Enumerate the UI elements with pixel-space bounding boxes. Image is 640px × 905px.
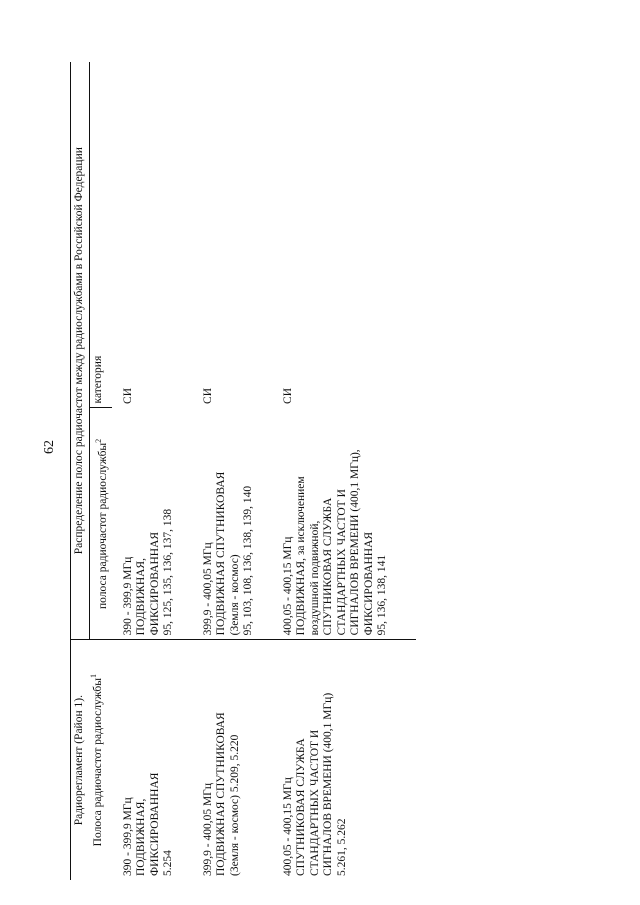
cell-line: ФИКСИРОВАННАЯ — [148, 531, 161, 636]
header-rf-allocation: Распределение полос радиочастот между радиослужбами в Российской Федерации — [71, 62, 90, 640]
cell-line: ФИКСИРОВАННАЯ — [362, 531, 375, 636]
cell-mid — [202, 408, 282, 640]
cell-line: ПОДВИЖНАЯ СПУТНИКОВАЯ — [215, 712, 228, 876]
cell-line: СТАНДАРТНЫХ ЧАСТОТ И — [335, 489, 348, 636]
cell-line: воздушной подвижной, — [308, 520, 321, 636]
cell-line: (Земля - космос) — [228, 554, 241, 636]
cell-left — [282, 640, 416, 880]
header-left-line2 — [87, 644, 105, 876]
cell-left — [112, 640, 202, 880]
cell-line: 390 - 399,9 МГц — [121, 556, 134, 636]
footnote-1-marker: 1 — [88, 674, 98, 679]
cell-line: ПОДВИЖНАЯ, — [135, 558, 148, 636]
page-number: 62 — [42, 440, 57, 454]
cell-line: ПОДВИЖНАЯ, — [135, 798, 148, 876]
table-row — [112, 62, 202, 880]
cell-line: 95, 125, 135, 136, 137, 138 — [162, 508, 175, 636]
cell-category: СИ — [281, 387, 294, 404]
header-left-line2-text: Полоса радиочастот радиослужбы — [91, 678, 104, 847]
header-left-line1: Радиорегламент (Район 1). — [73, 695, 85, 826]
cell-line: 5.261, 5.262 — [335, 818, 348, 876]
cell-line: 390 - 399,9 МГц — [121, 797, 134, 876]
cell-line: 399,9 - 400,05 МГц — [201, 542, 214, 636]
footnote-2-marker: 2 — [93, 438, 103, 443]
cell-category: СИ — [201, 387, 214, 404]
cell-line: 95, 136, 138, 141 — [376, 554, 389, 636]
cell-line: 95, 103, 108, 136, 138, 139, 140 — [242, 485, 255, 636]
subheader-category: категория — [89, 62, 112, 408]
cell-line: 399,9 - 400,05 МГц — [201, 783, 214, 876]
cell-line: ФИКСИРОВАННАЯ — [148, 772, 161, 876]
subheader-band-text: полоса радиочастот радиослужбы — [96, 442, 109, 609]
cell-line: СПУТНИКОВАЯ СЛУЖБА — [322, 497, 335, 636]
cell-line: (Земля - космос) 5.209, 5.220 — [228, 734, 241, 876]
table-row — [202, 62, 282, 880]
table-header-row — [71, 62, 90, 880]
cell-line: СПУТНИКОВАЯ СЛУЖБА — [295, 738, 308, 876]
cell-category: СИ — [121, 387, 134, 404]
cell-mid — [112, 408, 202, 640]
cell-line: СИГНАЛОВ ВРЕМЕНИ (400,1 МГц) — [322, 692, 335, 876]
cell-line: ПОДВИЖНАЯ СПУТНИКОВАЯ — [215, 471, 228, 636]
subheader-band — [89, 408, 112, 640]
cell-line: СТАНДАРТНЫХ ЧАСТОТ И — [308, 729, 321, 876]
cell-left — [202, 640, 282, 880]
cell-line: ПОДВИЖНАЯ, за исключением — [295, 476, 308, 636]
cell-line: 5.254 — [162, 850, 175, 876]
cell-line: 400,05 - 400,15 МГц — [281, 536, 294, 636]
table-row — [282, 62, 416, 880]
cell-line: 400,05 - 400,15 МГц — [281, 777, 294, 876]
rotated-page-content — [70, 40, 570, 880]
cell-line: СИГНАЛОВ ВРЕМЕНИ (400,1 МГц), — [349, 449, 362, 636]
cell-mid — [282, 408, 416, 640]
frequency-allocation-table — [70, 62, 416, 880]
header-radio-regulations — [71, 640, 112, 880]
